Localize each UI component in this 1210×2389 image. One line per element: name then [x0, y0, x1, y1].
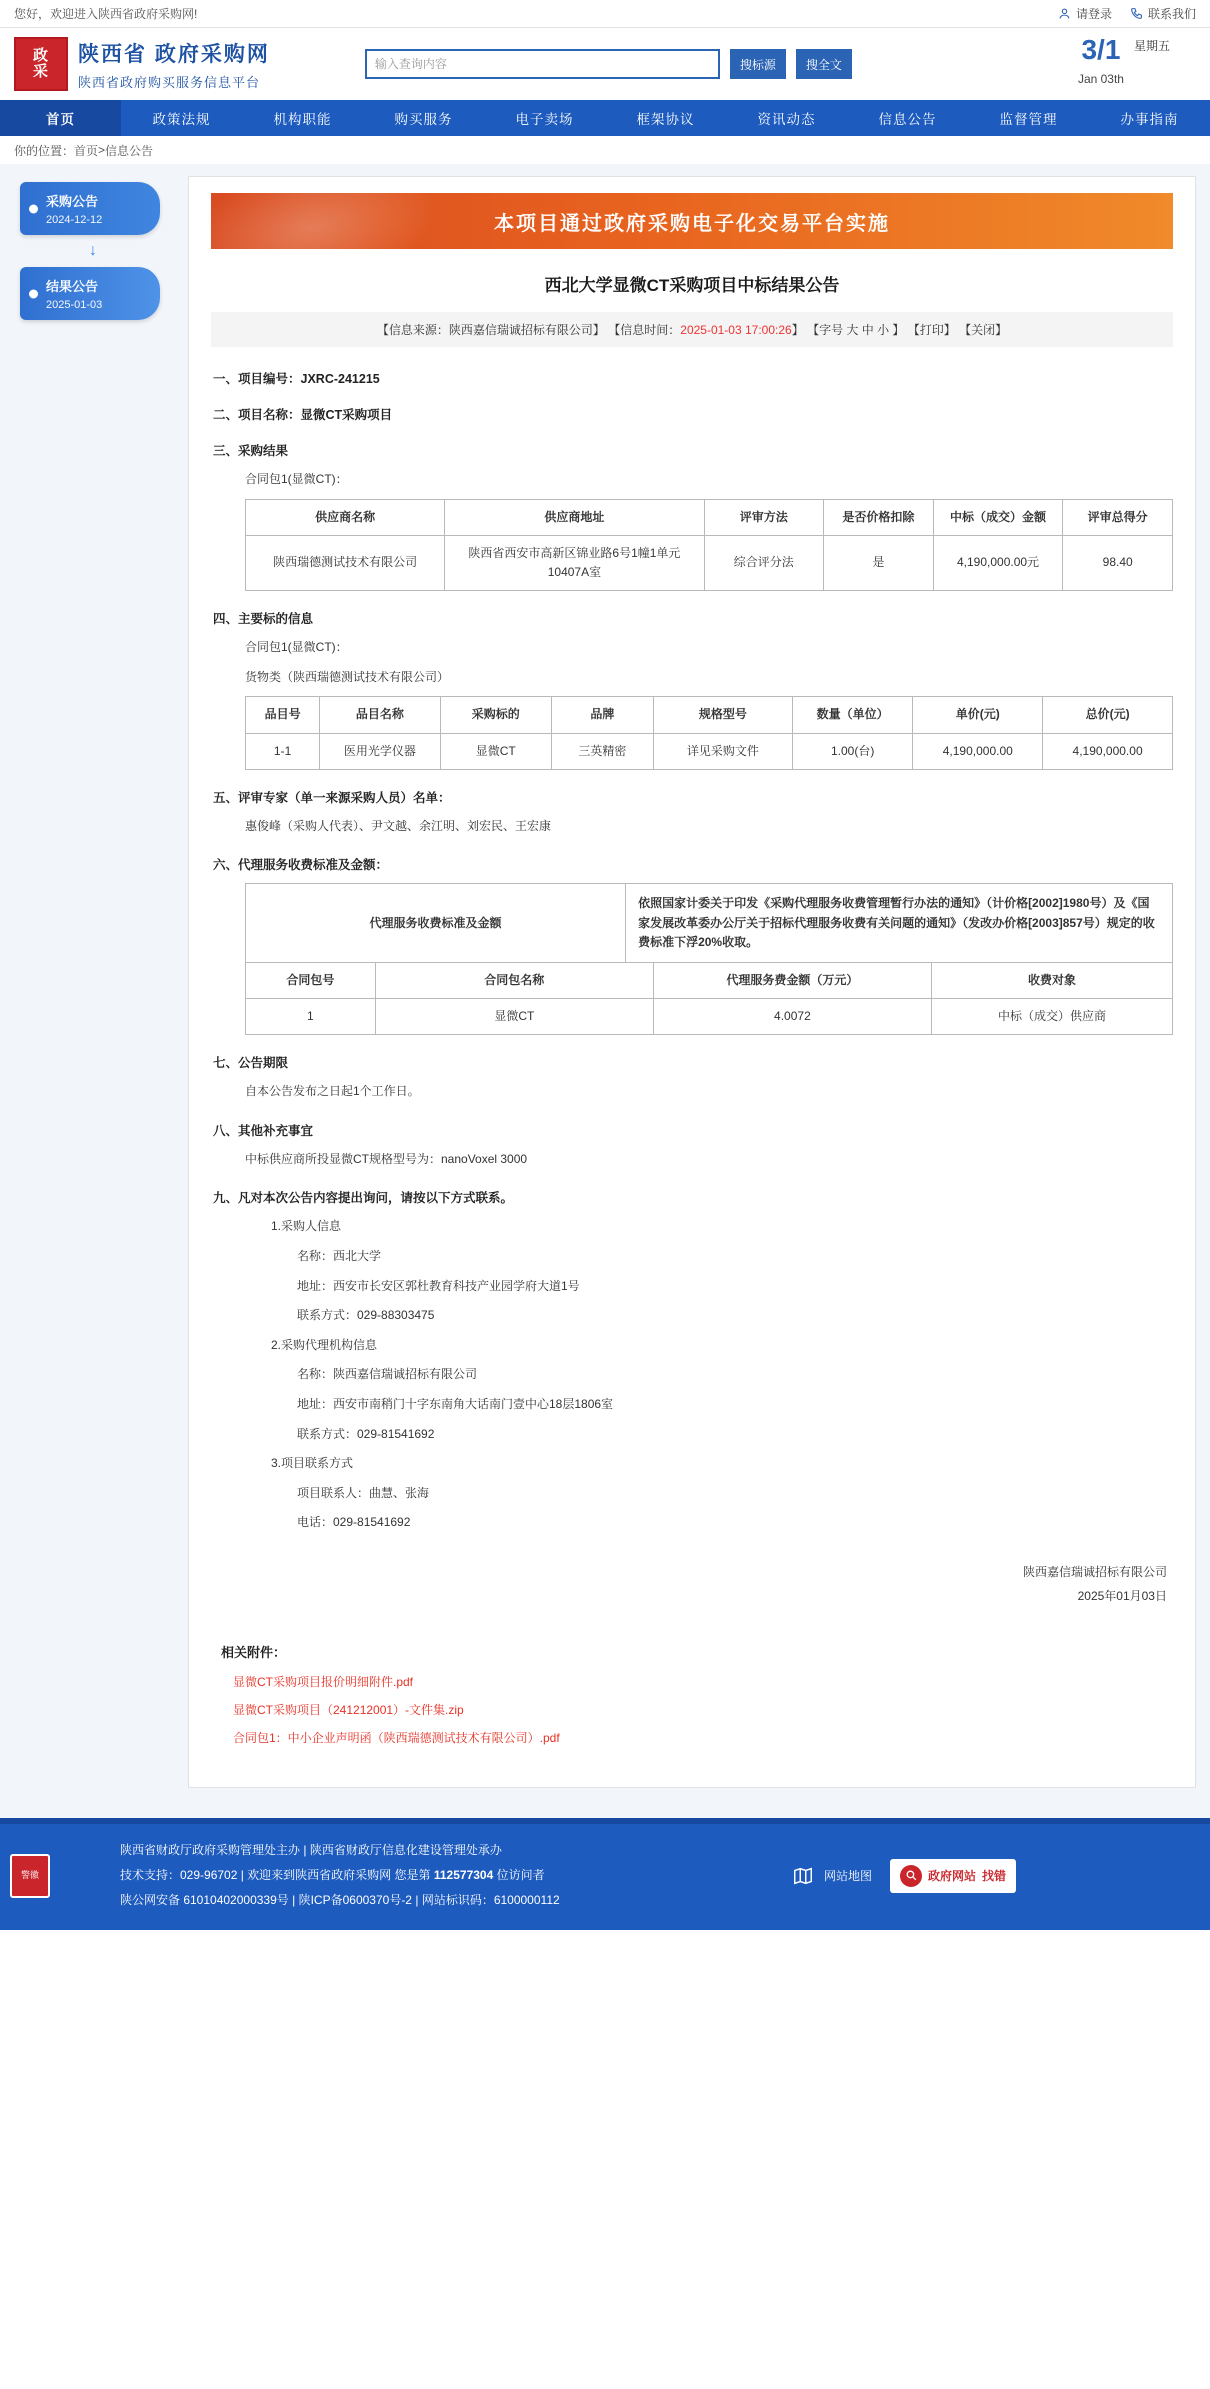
- experts-list: 惠俊峰（采购人代表）、尹文越、余江明、刘宏民、王宏康: [245, 818, 552, 833]
- table-row: [246, 535, 1173, 590]
- fee-head-right: 依照国家计委关于印发《采购代理服务收费管理暂行办法的通知》（计价格[2002]1980号）及《国家发展改革委办公厅关于招标代理服务收费有关问题的通知》（发改办价格[2003]857号）规定的收费标准下浮20%收取。: [626, 884, 1173, 963]
- date-number: 3/1: [1081, 34, 1121, 65]
- result-package-label: 合同包1(显微CT)：: [245, 472, 348, 486]
- cell-review-method: 综合评分法: [704, 535, 824, 590]
- announcement-content: [188, 176, 1196, 1788]
- site-subtitle: 陕西省政府购买服务信息平台: [78, 74, 261, 90]
- footer-line-2: [120, 1863, 790, 1888]
- site-logo[interactable]: [14, 37, 270, 91]
- nav-item-purchase-service[interactable]: 购买服务: [394, 112, 453, 127]
- table-row: [246, 884, 1173, 963]
- cell-target: 显微CT: [440, 733, 551, 769]
- breadcrumb-current: 信息公告: [105, 143, 154, 158]
- user-icon: [1058, 7, 1071, 20]
- date-sub: Jan 03th: [1077, 72, 1124, 86]
- section-supplementary-title: 八、其他补充事宜: [213, 1123, 314, 1138]
- main-nav: [0, 100, 1210, 136]
- cell-award-amount: 4,190,000.00元: [933, 535, 1063, 590]
- nav-item-functions[interactable]: 机构职能: [273, 112, 332, 127]
- meta-time-end: 】: [791, 323, 804, 337]
- cell-spec: 详见采购文件: [653, 733, 792, 769]
- seal-label: 政府网站: [928, 1869, 977, 1884]
- col-total-score: 评审总得分: [1063, 499, 1173, 535]
- footer-right-block: [790, 1859, 1210, 1893]
- date-weekday: 星期五: [1133, 39, 1170, 53]
- col-price-deduction: 是否价格扣除: [824, 499, 934, 535]
- site-identifier: 网站标识码：6100000112: [421, 1893, 560, 1908]
- nav-item-news[interactable]: 资讯动态: [757, 112, 816, 127]
- cell-item-no: 1-1: [246, 733, 320, 769]
- section-project-name: 二、项目名称：显微CT采购项目: [213, 408, 393, 422]
- section-project-number: 一、项目编号：JXRC-241215: [213, 372, 380, 386]
- page-layout: [0, 164, 1210, 1818]
- map-icon: [790, 1865, 816, 1887]
- phone-icon: [1130, 7, 1143, 20]
- table-header-row: [246, 962, 1173, 998]
- visitor-suffix: 位访问者: [496, 1868, 545, 1883]
- step-dot-icon: [29, 289, 38, 298]
- agency-phone: 联系方式：029-81541692: [297, 1426, 435, 1441]
- progress-sidebar: [0, 164, 180, 320]
- sidebar-step-purchase-notice[interactable]: [20, 182, 160, 235]
- footer-sep-3: |: [415, 1893, 419, 1908]
- target-table: [245, 696, 1173, 769]
- meta-time-value: 2025-01-03 17:00:26: [680, 323, 792, 337]
- notice-period-body: 自本公告发布之日起1个工作日。: [245, 1084, 420, 1099]
- section-target-title: 四、主要标的信息: [213, 612, 314, 627]
- meta-fontsize-control[interactable]: 【字号 大 中 小 】: [807, 323, 905, 337]
- logo-char-2: 采: [32, 63, 49, 80]
- col-total-price: 总价(元): [1043, 697, 1173, 733]
- cell-supplier-name: 陕西瑞德测试技术有限公司: [246, 535, 445, 590]
- col-brand: 品牌: [551, 697, 653, 733]
- col-quantity: 数量（单位）: [792, 697, 913, 733]
- footer-badge-area: [0, 1854, 60, 1898]
- date-main: [1078, 36, 1124, 86]
- contact-group-head-purchaser: 1.采购人信息: [271, 1219, 342, 1234]
- nav-item-supervision[interactable]: 监督管理: [999, 112, 1058, 127]
- signature-org: 陕西嘉信瑞诚招标有限公司: [1022, 1564, 1167, 1579]
- col-award-amount: 中标（成交）金额: [933, 499, 1063, 535]
- police-record-link[interactable]: 陕公网安备 61010402000339号: [120, 1893, 289, 1908]
- col-package-no: 合同包号: [246, 962, 376, 998]
- logo-char-1: 政: [32, 47, 49, 65]
- cell-item-name: 医用光学仪器: [320, 733, 441, 769]
- contact-link[interactable]: [1130, 5, 1196, 22]
- footer-support-text: 技术支持：029-96702 | 欢迎来到陕西省政府采购网 您是第: [120, 1868, 431, 1883]
- sidebar-step-result-notice[interactable]: [20, 267, 160, 320]
- nav-item-policy[interactable]: 政策法规: [152, 112, 211, 127]
- cell-package-name: 显微CT: [375, 999, 653, 1035]
- top-right-links: [1058, 5, 1196, 22]
- step-title: 采购公告: [46, 194, 99, 209]
- nav-item-emall[interactable]: 电子卖场: [515, 112, 574, 127]
- gov-site-report-badge[interactable]: [890, 1859, 1016, 1893]
- cell-quantity: 1.00(台): [792, 733, 913, 769]
- site-footer: [0, 1818, 1210, 1930]
- site-title: 陕西省 政府采购网: [78, 42, 270, 66]
- result-table: [245, 499, 1173, 592]
- greeting-area: [14, 5, 197, 22]
- col-item-name: 品目名称: [320, 697, 441, 733]
- magnifier-icon: [900, 1865, 922, 1887]
- footer-line-1: [120, 1838, 790, 1863]
- icp-link[interactable]: 陕ICP备0600370号-2: [298, 1893, 412, 1908]
- doc-meta-bar: [211, 312, 1173, 347]
- sitemap-link[interactable]: [790, 1865, 872, 1887]
- table-row: [246, 999, 1173, 1035]
- meta-source-value: 陕西嘉信瑞诚招标有限公司: [448, 323, 593, 337]
- footer-sep-1: |: [303, 1842, 307, 1857]
- agency-fee-detail-table: [245, 962, 1173, 1035]
- footer-org-support[interactable]: 陕西省财政厅信息化建设管理处承办: [309, 1842, 502, 1857]
- purchaser-address: 地址：西安市长安区郭杜教育科技产业园学府大道1号: [297, 1278, 580, 1293]
- cell-unit-price: 4,190,000.00: [913, 733, 1043, 769]
- attachments-list: [211, 1673, 1173, 1746]
- step-title: 结果公告: [46, 279, 99, 294]
- greeting-text: 您好，欢迎进入陕西省政府采购网!: [14, 7, 198, 21]
- footer-sep-2: |: [292, 1893, 296, 1908]
- section-result-title: 三、采购结果: [213, 444, 289, 458]
- target-package-label: 合同包1(显微CT)：: [245, 640, 348, 655]
- col-review-method: 评审方法: [704, 499, 824, 535]
- top-utility-bar: [0, 0, 1210, 28]
- nav-item-framework[interactable]: 框架协议: [636, 112, 695, 127]
- nav-item-guide[interactable]: 办事指南: [1120, 112, 1179, 127]
- attachment-link-2[interactable]: 显微CT采购项目（241212001）-文件集.zip: [233, 1702, 464, 1717]
- breadcrumb: [0, 136, 1210, 164]
- search-input[interactable]: [365, 49, 720, 79]
- contact-group-head-project: 3.项目联系方式: [271, 1456, 354, 1471]
- site-header: [0, 28, 1210, 100]
- signature-block: [211, 1560, 1173, 1608]
- agency-address: 地址：西安市南稍门十字东南角大话南门壹中心18层1806室: [297, 1397, 614, 1411]
- cell-fee-payer: 中标（成交）供应商: [931, 999, 1172, 1035]
- purchaser-phone: 联系方式：029-88303475: [297, 1308, 435, 1323]
- cell-package-no: 1: [246, 999, 376, 1035]
- platform-banner: [211, 193, 1173, 249]
- search-fulltext-button[interactable]: 搜全文: [796, 49, 852, 79]
- section-experts-title: 五、评审专家（单一来源采购人员）名单：: [213, 790, 451, 805]
- col-supplier-name: 供应商名称: [246, 499, 445, 535]
- arrow-down-icon: ↓: [89, 242, 97, 259]
- table-header-row: [246, 697, 1173, 733]
- col-item-no: 品目号: [246, 697, 320, 733]
- cell-price-deduction: 是: [824, 535, 934, 590]
- col-fee-amount: 代理服务费金额（万元）: [653, 962, 931, 998]
- target-category-label: 货物类（陕西瑞德测试技术有限公司）: [245, 669, 450, 684]
- search-mark-button[interactable]: 搜标源: [730, 49, 786, 79]
- col-package-name: 合同包名称: [375, 962, 653, 998]
- police-badge-icon: 警徽: [10, 1854, 50, 1898]
- step-date: 2025-01-03: [46, 299, 103, 311]
- logo-mark-icon: [14, 37, 68, 91]
- table-header-row: [246, 499, 1173, 535]
- meta-time-label: 【信息时间：: [608, 323, 681, 337]
- nav-item-announcements[interactable]: 信息公告: [878, 112, 937, 127]
- cell-supplier-address: 陕西省西安市高新区锦业路6号1幢1单元10407A室: [445, 535, 704, 590]
- login-link[interactable]: [1058, 5, 1112, 22]
- col-target: 采购标的: [440, 697, 551, 733]
- project-contact-phone: 电话：029-81541692: [297, 1515, 411, 1530]
- meta-source-label: 【信息来源：: [376, 323, 449, 337]
- meta-print-button[interactable]: 【打印】: [907, 323, 956, 337]
- table-row: [246, 733, 1173, 769]
- signature-date: 2025年01月03日: [1077, 1588, 1167, 1603]
- agency-name: 名称：陕西嘉信瑞诚招标有限公司: [297, 1367, 478, 1382]
- footer-text-block: [60, 1838, 790, 1914]
- date-widget: [1078, 36, 1170, 86]
- purchaser-name: 名称：西北大学: [297, 1249, 382, 1264]
- banner-text: 本项目通过政府采购电子化交易平台实施: [494, 212, 890, 235]
- cell-total-price: 4,190,000.00: [1043, 733, 1173, 769]
- agency-fee-table: [245, 883, 1173, 963]
- login-label: 请登录: [1075, 7, 1112, 21]
- attachment-link-1[interactable]: 显微CT采购项目报价明细附件.pdf: [233, 1674, 414, 1689]
- project-contact-person: 项目联系人：曲慧、张海: [297, 1485, 430, 1500]
- step-dot-icon: [29, 204, 38, 213]
- section-agency-fee-title: 六、代理服务收费标准及金额：: [213, 858, 389, 873]
- attachments-title: 相关附件：: [221, 1644, 287, 1660]
- page-title: 西北大学显微CT采购项目中标结果公告: [544, 276, 840, 295]
- col-fee-payer: 收费对象: [931, 962, 1172, 998]
- section-contact-title: 九、凡对本次公告内容提出询问，请按以下方式联系。: [213, 1191, 514, 1206]
- footer-content: [0, 1824, 1210, 1930]
- logo-text: [78, 38, 270, 91]
- col-spec: 规格型号: [653, 697, 792, 733]
- cell-fee-amount: 4.0072: [653, 999, 931, 1035]
- seal-sub-label: 找错: [982, 1869, 1007, 1884]
- contact-group-head-agency: 2.采购代理机构信息: [271, 1337, 378, 1352]
- footer-line-3: [120, 1888, 790, 1913]
- sitemap-label: 网站地图: [824, 1869, 873, 1884]
- meta-close-button[interactable]: 【关闭】: [959, 323, 1008, 337]
- fee-head-left: 代理服务收费标准及金额: [246, 884, 626, 963]
- cell-brand: 三英精密: [551, 733, 653, 769]
- supplementary-body: 中标供应商所投显微CT规格型号为：nanoVoxel 3000: [245, 1151, 528, 1166]
- col-unit-price: 单价(元): [913, 697, 1043, 733]
- breadcrumb-home[interactable]: 首页: [74, 143, 99, 158]
- footer-org-main[interactable]: 陕西省财政厅政府采购管理处主办: [120, 1842, 301, 1857]
- col-supplier-address: 供应商地址: [445, 499, 704, 535]
- meta-source-end: 】: [592, 323, 605, 337]
- breadcrumb-prefix: 你的位置：: [14, 143, 75, 158]
- search-area: [365, 49, 852, 79]
- breadcrumb-separator: >: [98, 143, 106, 157]
- contact-label: 联系我们: [1147, 7, 1196, 21]
- section-notice-period-title: 七、公告期限: [213, 1056, 289, 1071]
- attachment-link-3[interactable]: 合同包1：中小企业声明函（陕西瑞德测试技术有限公司）.pdf: [233, 1730, 560, 1745]
- visitor-count: 112577304: [433, 1868, 494, 1883]
- cell-total-score: 98.40: [1063, 535, 1173, 590]
- step-date: 2024-12-12: [46, 214, 103, 226]
- nav-item-home[interactable]: 首页: [0, 100, 121, 136]
